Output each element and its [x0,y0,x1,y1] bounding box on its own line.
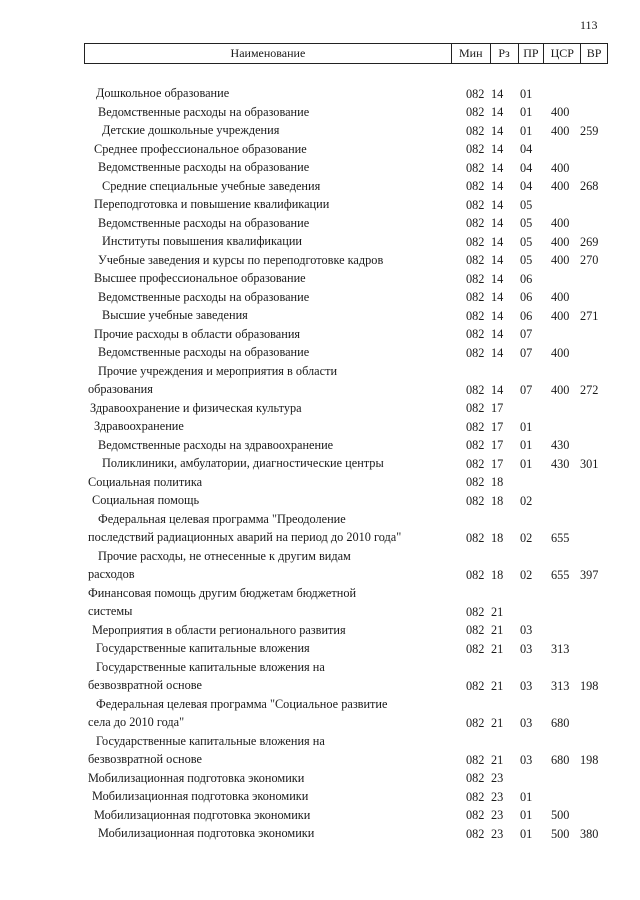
row-name [88,510,453,546]
row-name: Дошкольное образование [96,86,230,100]
cell-rz: 23 [491,789,504,804]
row-name: Здравоохранение [94,419,184,433]
cell-csr: 400 [551,160,570,175]
cell-min: 082 [466,493,485,508]
row-name [88,658,453,694]
table-row [0,343,640,362]
row-name [88,584,453,620]
row-name: Средние специальные учебные заведения [102,178,321,193]
row-name: Мобилизационная подготовка экономики [88,770,305,785]
cell-rz: 23 [491,808,504,822]
cell-pr: 01 [520,456,533,471]
cell-min: 082 [466,456,485,471]
cell-min: 082 [466,290,485,304]
cell-rz: 14 [491,308,504,323]
table-row [0,454,640,473]
cell-pr: 07 [520,382,533,397]
table-row [0,140,640,159]
cell-rz: 14 [491,234,504,249]
table-row [0,491,640,510]
cell-min: 082 [466,678,485,693]
row-name: Ведомственные расходы на образование [98,104,310,119]
row-name: Социальная помощь [92,493,200,507]
row-name: Поликлиники, амбулатории, диагностические центры [102,456,384,470]
cell-pr: 05 [520,253,533,267]
row-name: Ведомственные расходы на образование [98,215,310,230]
cell-rz: 18 [491,567,504,582]
table-row [0,584,640,621]
cell-vr: 272 [580,382,599,397]
cell-min: 082 [466,419,485,434]
cell-min: 082 [466,308,485,323]
table-row [0,824,640,843]
cell-vr: 271 [580,308,599,323]
cell-vr: 269 [580,234,599,249]
cell-pr: 06 [520,271,533,286]
cell-pr: 01 [520,438,533,452]
cell-pr: 02 [520,567,533,582]
cell-rz: 17 [491,438,504,452]
table-row [0,214,640,233]
cell-rz: 21 [491,752,504,767]
row-name: Переподготовка и повышение квалификации [94,197,330,211]
cell-csr: 400 [551,290,570,304]
cell-pr: 03 [520,678,533,693]
cell-csr: 430 [551,438,570,452]
cell-csr: 400 [551,123,570,138]
cell-rz: 21 [491,678,504,693]
cell-min: 082 [466,826,485,841]
row-name: Социальная политика [88,474,203,489]
cell-min: 082 [466,105,485,119]
table-row [0,84,640,103]
cell-rz: 14 [491,327,504,341]
cell-pr: 03 [520,715,533,730]
cell-rz: 17 [491,456,504,471]
cell-rz: 14 [491,179,504,193]
page-number: 113 [580,18,598,32]
cell-min: 082 [466,641,485,656]
cell-rz: 14 [491,271,504,286]
cell-csr: 400 [551,345,570,360]
table-row [0,787,640,806]
row-name-line1: Прочие учреждения и мероприятия в области [98,363,338,378]
cell-rz: 14 [491,86,504,101]
table-row [0,232,640,251]
cell-min: 082 [466,345,485,360]
cell-min: 082 [466,179,485,193]
cell-rz: 14 [491,105,504,119]
cell-rz: 14 [491,382,504,397]
row-name: Мобилизационная подготовка экономики [94,807,311,822]
cell-pr: 05 [520,234,533,249]
cell-min: 082 [466,401,485,415]
row-name [88,695,453,731]
cell-csr: 500 [551,826,570,841]
cell-min: 082 [466,438,485,452]
cell-csr: 400 [551,234,570,249]
cell-csr: 400 [551,308,570,323]
header-rz: Рз [490,44,518,63]
row-name-line1: Федеральная целевая программа "Социальное развитие [96,696,388,711]
cell-pr: 04 [520,160,533,175]
row-name [88,547,453,583]
cell-vr: 259 [580,123,599,138]
cell-rz: 14 [491,160,504,175]
cell-rz: 18 [491,493,504,508]
cell-csr: 400 [551,253,570,267]
cell-rz: 18 [491,530,504,545]
row-name [88,362,453,398]
cell-min: 082 [466,382,485,397]
cell-pr: 04 [520,179,533,193]
cell-csr: 430 [551,456,570,471]
header-csr: ЦСР [543,44,580,63]
cell-rz: 14 [491,216,504,230]
cell-pr: 01 [520,123,533,138]
row-name: Мобилизационная подготовка экономики [98,826,315,840]
row-name: Ведомственные расходы на здравоохранение [98,437,334,452]
cell-pr: 06 [520,308,533,323]
table-row [0,269,640,288]
cell-min: 082 [466,567,485,582]
table-row [0,547,640,584]
cell-min: 082 [466,604,485,619]
cell-min: 082 [466,253,485,267]
row-name: Ведомственные расходы на образование [98,345,310,359]
cell-min: 082 [466,771,485,785]
table-row [0,103,640,122]
row-name-line1: Прочие расходы, не отнесенные к другим видам [98,548,351,563]
cell-pr: 02 [520,530,533,545]
cell-vr: 397 [580,567,599,582]
cell-pr: 06 [520,290,533,304]
cell-pr: 01 [520,826,533,841]
cell-min: 082 [466,234,485,249]
row-name-line2: образования [88,381,153,396]
row-name [88,732,453,768]
header-pr: ПР [518,44,544,63]
cell-vr: 380 [580,826,599,841]
cell-pr: 01 [520,789,533,804]
row-name: Ведомственные расходы на образование [98,160,310,174]
table-row [0,195,640,214]
cell-pr: 01 [520,105,533,119]
cell-rz: 23 [491,826,504,841]
row-name: Высшие учебные заведения [102,308,248,322]
row-name-line2: системы [88,603,133,618]
cell-pr: 03 [520,641,533,656]
row-name-line1: Финансовая помощь другим бюджетам бюджетной [88,585,357,600]
table-row [0,306,640,325]
cell-rz: 14 [491,290,504,304]
row-name: Ведомственные расходы на образование [98,289,310,304]
table-row [0,658,640,695]
row-name-line2: безвозвратной основе [88,677,202,692]
row-name: Прочие расходы в области образования [94,326,301,341]
cell-csr: 400 [551,216,570,230]
table-row [0,158,640,177]
cell-min: 082 [466,216,485,230]
table-row [0,399,640,418]
row-name: Детские дошкольные учреждения [102,123,280,137]
table-row [0,417,640,436]
table-row [0,362,640,399]
table-row [0,288,640,307]
cell-min: 082 [466,808,485,822]
cell-rz: 21 [491,623,504,637]
cell-rz: 23 [491,771,504,785]
cell-min: 082 [466,475,485,489]
cell-csr: 680 [551,752,570,767]
cell-pr: 07 [520,327,533,341]
row-name: Здравоохранение и физическая культура [90,400,302,415]
cell-pr: 05 [520,216,533,230]
row-name-line2: последствий радиационных аварий на период до 2010 года" [88,529,402,544]
cell-min: 082 [466,86,485,101]
cell-min: 082 [466,123,485,138]
cell-csr: 313 [551,641,570,656]
cell-vr: 198 [580,752,599,767]
table-body [0,84,640,843]
cell-min: 082 [466,715,485,730]
cell-vr: 270 [580,253,599,267]
row-name-line1: Государственные капитальные вложения на [96,733,325,748]
cell-rz: 18 [491,475,504,489]
cell-rz: 21 [491,715,504,730]
row-name-line1: Федеральная целевая программа "Преодоление [98,511,346,526]
cell-rz: 17 [491,401,504,415]
table-row [0,732,640,769]
cell-min: 082 [466,623,485,637]
cell-rz: 21 [491,604,504,619]
cell-pr: 01 [520,808,533,822]
cell-csr: 313 [551,678,570,693]
table-row [0,621,640,640]
cell-csr: 500 [551,808,570,822]
table-row [0,325,640,344]
cell-rz: 17 [491,419,504,434]
cell-pr: 01 [520,419,533,434]
cell-pr: 05 [520,197,533,212]
row-name-line1: Государственные капитальные вложения на [96,659,325,674]
table-row [0,436,640,455]
cell-rz: 14 [491,123,504,138]
cell-rz: 14 [491,345,504,360]
cell-pr: 03 [520,623,533,637]
cell-csr: 655 [551,530,570,545]
cell-min: 082 [466,789,485,804]
cell-pr: 07 [520,345,533,360]
row-name: Мобилизационная подготовка экономики [92,789,309,803]
row-name: Учебные заведения и курсы по переподготовке кадров [98,252,384,267]
header-vr: ВР [580,44,607,63]
row-name: Мероприятия в области регионального развития [92,622,346,637]
cell-min: 082 [466,530,485,545]
cell-vr: 301 [580,456,599,471]
table-row [0,251,640,270]
cell-csr: 400 [551,382,570,397]
header-min: Мин [451,44,490,63]
cell-rz: 21 [491,641,504,656]
cell-pr: 03 [520,752,533,767]
cell-min: 082 [466,160,485,175]
row-name: Институты повышения квалификации [102,234,302,248]
header-name: Наименование [230,46,306,60]
cell-vr: 268 [580,179,599,193]
cell-min: 082 [466,271,485,286]
row-name-line2: расходов [88,566,135,581]
table-row [0,121,640,140]
cell-csr: 680 [551,715,570,730]
row-name: Высшее профессиональное образование [94,271,306,285]
cell-min: 082 [466,752,485,767]
table-row [0,769,640,788]
cell-csr: 655 [551,567,570,582]
table-row [0,473,640,492]
table-row [0,806,640,825]
cell-min: 082 [466,327,485,341]
cell-min: 082 [466,142,485,156]
table-row [0,177,640,196]
table-header [84,43,608,64]
cell-pr: 02 [520,493,533,508]
table-row [0,695,640,732]
cell-rz: 14 [491,253,504,267]
table-row [0,510,640,547]
row-name-line2: села до 2010 года" [88,714,185,729]
cell-pr: 04 [520,142,533,156]
cell-rz: 14 [491,197,504,212]
row-name: Государственные капитальные вложения [96,641,310,655]
cell-vr: 198 [580,678,599,693]
cell-csr: 400 [551,179,570,193]
table-row [0,639,640,658]
row-name-line2: безвозвратной основе [88,751,202,766]
cell-csr: 400 [551,105,570,119]
cell-pr: 01 [520,86,533,101]
row-name: Среднее профессиональное образование [94,141,307,156]
cell-min: 082 [466,197,485,212]
cell-rz: 14 [491,142,504,156]
